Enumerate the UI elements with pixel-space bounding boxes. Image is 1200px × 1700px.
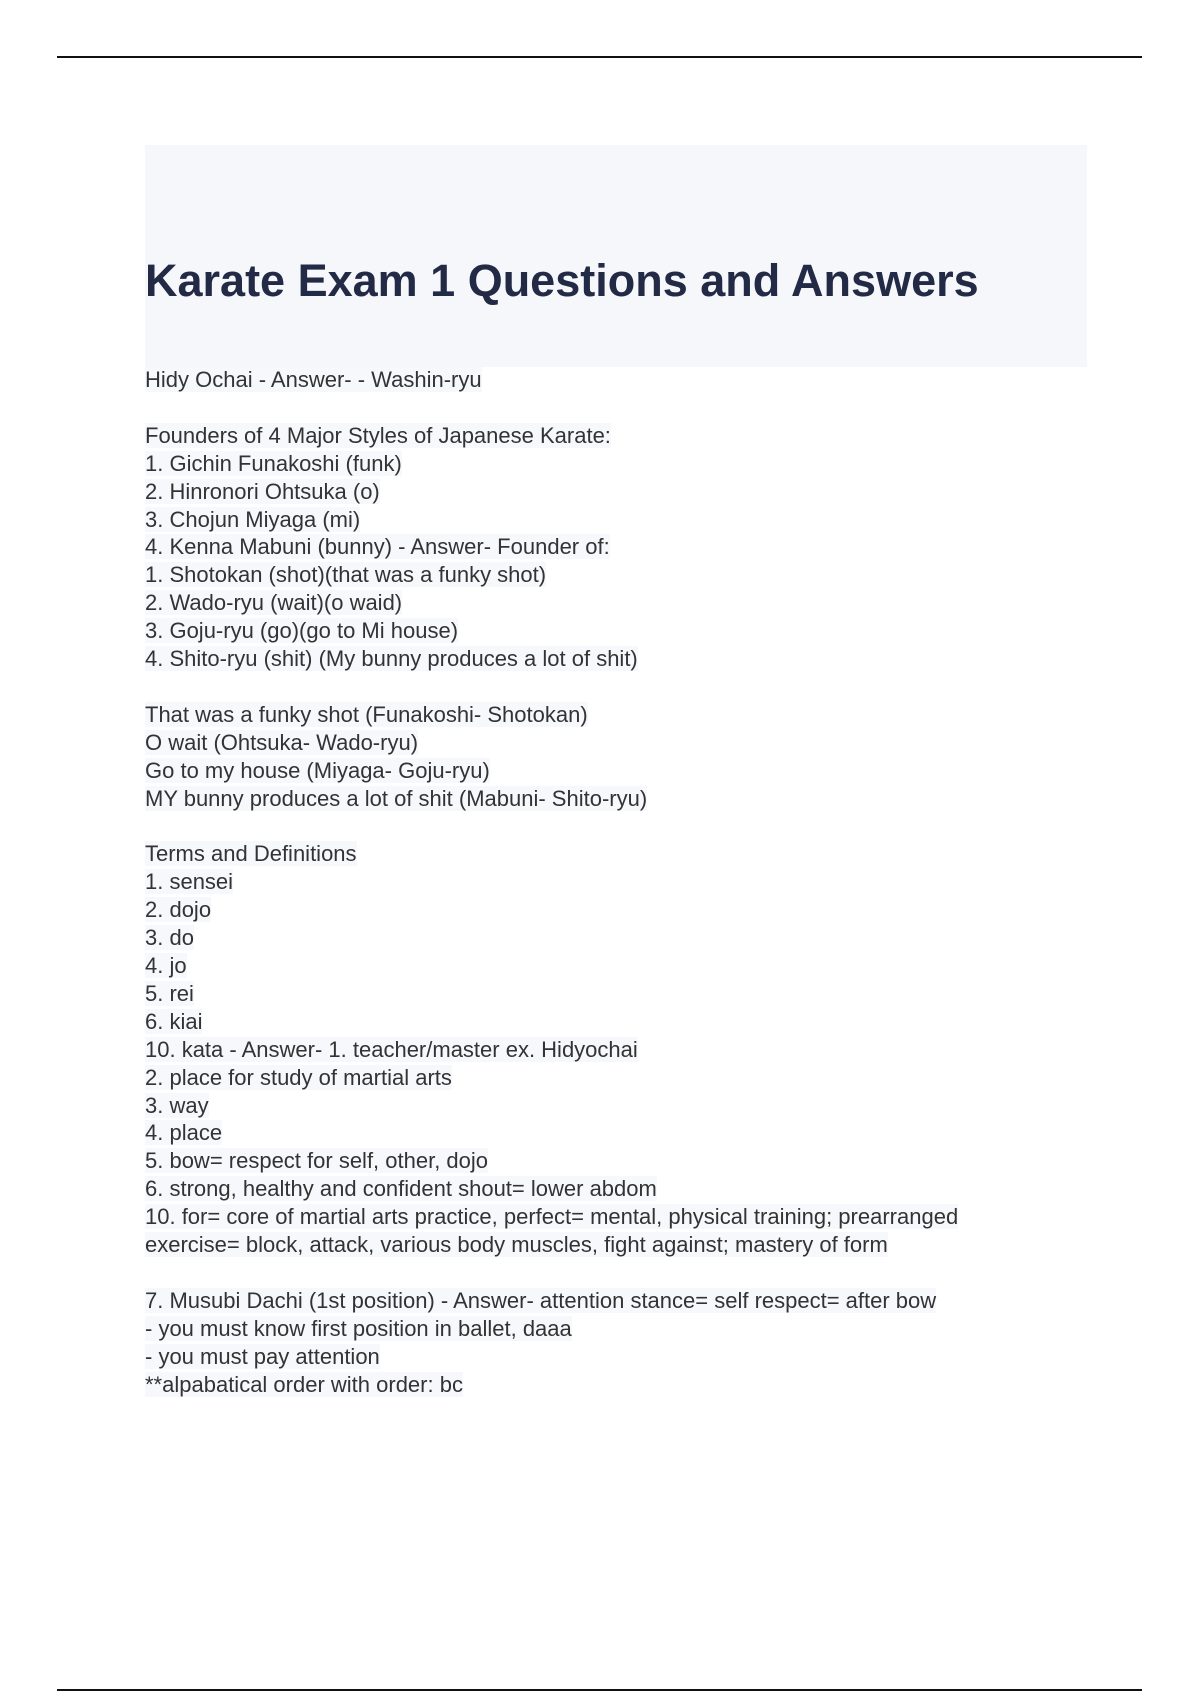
text-line bbox=[145, 1175, 1105, 1203]
text-line bbox=[145, 506, 1105, 534]
line-text: 2. place for study of martial arts bbox=[145, 1064, 452, 1090]
text-line bbox=[145, 1008, 1105, 1036]
document-body bbox=[145, 366, 1105, 1398]
text-line bbox=[145, 645, 1105, 673]
text-line bbox=[145, 840, 1105, 868]
line-text: **alpabatical order with order: bc bbox=[145, 1371, 463, 1397]
blank-line bbox=[145, 1259, 1105, 1287]
line-text: 2. dojo bbox=[145, 897, 212, 923]
text-line bbox=[145, 366, 1105, 394]
blank-line bbox=[145, 673, 1105, 701]
text-line bbox=[145, 701, 1105, 729]
text-line bbox=[145, 729, 1105, 757]
line-text: - you must pay attention bbox=[145, 1343, 380, 1369]
top-rule bbox=[57, 56, 1142, 58]
text-line bbox=[145, 1203, 1105, 1231]
text-line bbox=[145, 785, 1105, 813]
line-text: 4. Shito-ryu (shit) (My bunny produces a lot of shit) bbox=[145, 646, 638, 672]
text-line bbox=[145, 1371, 1105, 1399]
line-text: 6. strong, healthy and confident shout= lower abdom bbox=[145, 1176, 657, 1202]
text-line bbox=[145, 1036, 1105, 1064]
text-line bbox=[145, 952, 1105, 980]
blank-line bbox=[145, 812, 1105, 840]
text-line bbox=[145, 868, 1105, 896]
text-line bbox=[145, 422, 1105, 450]
text-line bbox=[145, 1287, 1105, 1315]
line-text: 5. rei bbox=[145, 980, 194, 1006]
text-line bbox=[145, 478, 1105, 506]
text-line bbox=[145, 589, 1105, 617]
text-line bbox=[145, 1343, 1105, 1371]
text-line bbox=[145, 980, 1105, 1008]
bottom-rule bbox=[57, 1689, 1142, 1691]
text-line bbox=[145, 617, 1105, 645]
text-line bbox=[145, 450, 1105, 478]
page-title: Karate Exam 1 Questions and Answers bbox=[145, 255, 979, 306]
line-text: 1. Gichin Funakoshi (funk) bbox=[145, 450, 402, 476]
line-text: 3. do bbox=[145, 925, 194, 951]
line-text: - you must know first position in ballet, daaa bbox=[145, 1315, 572, 1341]
line-text: 10. for= core of martial arts practice, perfect= mental, physical training; prearranged bbox=[145, 1204, 959, 1230]
text-line bbox=[145, 561, 1105, 589]
line-text: 1. Shotokan (shot)(that was a funky shot) bbox=[145, 562, 547, 588]
text-line bbox=[145, 1092, 1105, 1120]
line-text: 3. Goju-ryu (go)(go to Mi house) bbox=[145, 618, 459, 644]
line-text: Hidy Ochai - Answer- - Washin-ryu bbox=[145, 367, 482, 392]
line-text: exercise= block, attack, various body muscles, fight against; mastery of form bbox=[145, 1232, 888, 1258]
line-text: 5. bow= respect for self, other, dojo bbox=[145, 1148, 489, 1174]
line-text: 3. Chojun Miyaga (mi) bbox=[145, 506, 361, 532]
text-line bbox=[145, 896, 1105, 924]
line-text: 1. sensei bbox=[145, 869, 234, 895]
line-text: 2. Wado-ryu (wait)(o waid) bbox=[145, 590, 403, 616]
line-text: Founders of 4 Major Styles of Japanese Karate: bbox=[145, 422, 611, 448]
line-text: 7. Musubi Dachi (1st position) - Answer- attention stance= self respect= after bow bbox=[145, 1287, 937, 1313]
line-text: 6. kiai bbox=[145, 1008, 203, 1034]
line-text: 4. Kenna Mabuni (bunny) - Answer- Founder of: bbox=[145, 534, 610, 560]
line-text: 10. kata - Answer- 1. teacher/master ex. Hidyochai bbox=[145, 1036, 638, 1062]
text-line bbox=[145, 533, 1105, 561]
line-text: MY bunny produces a lot of shit (Mabuni- Shito-ryu) bbox=[145, 785, 648, 811]
blank-line bbox=[145, 394, 1105, 422]
line-text: 4. jo bbox=[145, 952, 187, 978]
text-line bbox=[145, 1064, 1105, 1092]
line-text: O wait (Ohtsuka- Wado-ryu) bbox=[145, 729, 419, 755]
text-line bbox=[145, 1231, 1105, 1259]
line-text: Go to my house (Miyaga- Goju-ryu) bbox=[145, 757, 490, 783]
line-text: That was a funky shot (Funakoshi- Shotokan) bbox=[145, 701, 588, 727]
text-line bbox=[145, 757, 1105, 785]
text-line bbox=[145, 924, 1105, 952]
text-line bbox=[145, 1119, 1105, 1147]
text-line bbox=[145, 1315, 1105, 1343]
text-line bbox=[145, 1147, 1105, 1175]
line-text: 3. way bbox=[145, 1092, 209, 1118]
line-text: 2. Hinronori Ohtsuka (o) bbox=[145, 478, 380, 504]
line-text: 4. place bbox=[145, 1120, 223, 1146]
line-text: Terms and Definitions bbox=[145, 841, 357, 867]
